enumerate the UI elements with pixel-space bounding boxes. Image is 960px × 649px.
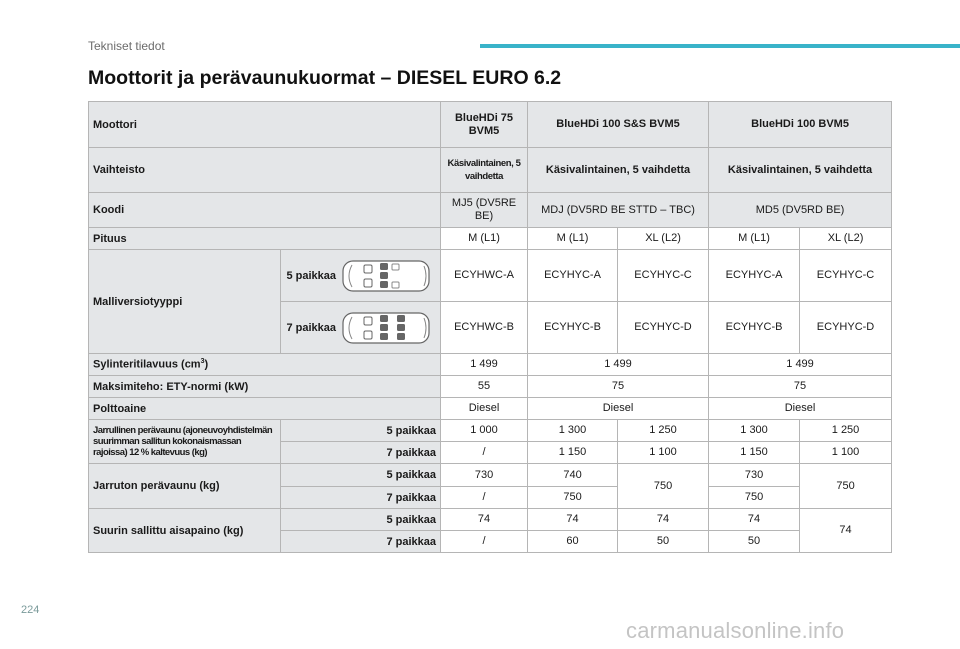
- engine-spec-table: [88, 101, 892, 553]
- braked-cell: 1 250: [618, 420, 709, 442]
- page-title: Moottorit ja perävaunukuormat – DIESEL EURO 6.2: [88, 67, 562, 89]
- displacement-cell: 1 499: [441, 354, 528, 376]
- model-cell: ECYHYC-B: [709, 302, 800, 354]
- seats-7-label: 7 paikkaa: [286, 321, 337, 334]
- code-cell: MJ5 (DV5RE BE): [441, 193, 528, 228]
- displacement-label: Sylinteritilavuus $(cm^3)$: [89, 354, 441, 376]
- nose-cell: 74: [709, 509, 800, 531]
- engine-cell: BlueHDi 100 BVM5: [709, 102, 892, 148]
- nose-cell: 60: [528, 531, 618, 553]
- code-label: Koodi: [89, 193, 441, 228]
- nose-cell: 50: [618, 531, 709, 553]
- model-cell: ECYHYC-D: [800, 302, 892, 354]
- braked-cell: 1 250: [800, 420, 892, 442]
- seats-7-label: 7 paikkaa: [281, 487, 441, 509]
- nose-cell: 50: [709, 531, 800, 553]
- braked-cell: 1 000: [441, 420, 528, 442]
- seats-5-label: 5 paikkaa: [281, 420, 441, 442]
- model-cell: ECYHYC-A: [528, 250, 618, 302]
- seat-layout-7: [281, 302, 441, 354]
- seats-5-label: 5 paikkaa: [281, 509, 441, 531]
- seat-layout-5: [281, 250, 441, 302]
- unbraked-cell: 730: [441, 464, 528, 487]
- row-power: [89, 376, 892, 398]
- model-cell: ECYHWC-A: [441, 250, 528, 302]
- displacement-cell: 1 499: [709, 354, 892, 376]
- braked-label: Jarrullinen perävaunu (ajoneuvoyhdistelmän suurimman sallitun kokonaismassan rajoissa) 12 % kaltevuus (kg): [89, 420, 281, 464]
- row-model-5: [89, 250, 892, 302]
- row-displacement: [89, 354, 892, 376]
- model-cell: ECYHYC-C: [800, 250, 892, 302]
- displacement-cell: 1 499: [528, 354, 709, 376]
- power-label: Maksimiteho: ETY-normi (kW): [89, 376, 441, 398]
- model-label: Malliversiotyyppi: [89, 250, 281, 354]
- code-cell: MDJ (DV5RD BE STTD – TBC): [528, 193, 709, 228]
- unbraked-cell: /: [441, 487, 528, 509]
- gearbox-cell: Käsivalintainen, 5 vaihdetta: [441, 148, 528, 193]
- length-cell: XL (L2): [618, 228, 709, 250]
- code-cell: MD5 (DV5RD BE): [709, 193, 892, 228]
- engine-cell: BlueHDi 75 BVM5: [441, 102, 528, 148]
- braked-cell: 1 100: [618, 442, 709, 464]
- row-length: [89, 228, 892, 250]
- braked-cell: 1 150: [709, 442, 800, 464]
- unbraked-cell: 750: [618, 464, 709, 509]
- gearbox-cell: Käsivalintainen, 5 vaihdetta: [709, 148, 892, 193]
- unbraked-cell: 730: [709, 464, 800, 487]
- model-cell: ECYHWC-B: [441, 302, 528, 354]
- model-cell: ECYHYC-C: [618, 250, 709, 302]
- length-cell: XL (L2): [800, 228, 892, 250]
- section-rule: [480, 44, 960, 48]
- nose-load-label: Suurin sallittu aisapaino (kg): [89, 509, 281, 553]
- row-nose-5: [89, 509, 892, 531]
- power-cell: 55: [441, 376, 528, 398]
- braked-cell: 1 300: [528, 420, 618, 442]
- length-label: Pituus: [89, 228, 441, 250]
- row-engine: [89, 102, 892, 148]
- nose-cell: 74: [800, 509, 892, 553]
- section-label: Tekniset tiedot: [88, 39, 165, 53]
- gearbox-label: Vaihteisto: [89, 148, 441, 193]
- length-cell: M (L1): [709, 228, 800, 250]
- model-cell: ECYHYC-A: [709, 250, 800, 302]
- row-unbraked-5: [89, 464, 892, 487]
- row-gearbox: [89, 148, 892, 193]
- model-cell: ECYHYC-D: [618, 302, 709, 354]
- nose-cell: 74: [618, 509, 709, 531]
- unbraked-cell: 740: [528, 464, 618, 487]
- watermark: carmanualsonline.info: [626, 618, 845, 643]
- fuel-cell: Diesel: [441, 398, 528, 420]
- seats-5-label: 5 paikkaa: [281, 464, 441, 487]
- nose-cell: /: [441, 531, 528, 553]
- gearbox-cell: Käsivalintainen, 5 vaihdetta: [528, 148, 709, 193]
- row-code: [89, 193, 892, 228]
- model-cell: ECYHYC-B: [528, 302, 618, 354]
- braked-cell: 1 300: [709, 420, 800, 442]
- page-number: 224: [21, 604, 40, 616]
- seats-7-label: 7 paikkaa: [281, 531, 441, 553]
- nose-cell: 74: [528, 509, 618, 531]
- engine-label: Moottori: [89, 102, 441, 148]
- unbraked-cell: 750: [528, 487, 618, 509]
- power-cell: 75: [528, 376, 709, 398]
- fuel-cell: Diesel: [528, 398, 709, 420]
- power-cell: 75: [709, 376, 892, 398]
- unbraked-label: Jarruton perävaunu (kg): [89, 464, 281, 509]
- braked-cell: 1 150: [528, 442, 618, 464]
- row-fuel: [89, 398, 892, 420]
- seats-5-label: 5 paikkaa: [286, 269, 337, 282]
- unbraked-cell: 750: [709, 487, 800, 509]
- fuel-label: Polttoaine: [89, 398, 441, 420]
- length-cell: M (L1): [441, 228, 528, 250]
- van-5-seat-icon: [342, 256, 432, 296]
- seats-7-label: 7 paikkaa: [281, 442, 441, 464]
- fuel-cell: Diesel: [709, 398, 892, 420]
- nose-cell: 74: [441, 509, 528, 531]
- braked-cell: /: [441, 442, 528, 464]
- engine-cell: BlueHDi 100 S&S BVM5: [528, 102, 709, 148]
- length-cell: M (L1): [528, 228, 618, 250]
- van-7-seat-icon: [342, 308, 432, 348]
- row-braked-5: [89, 420, 892, 442]
- unbraked-cell: 750: [800, 464, 892, 509]
- braked-cell: 1 100: [800, 442, 892, 464]
